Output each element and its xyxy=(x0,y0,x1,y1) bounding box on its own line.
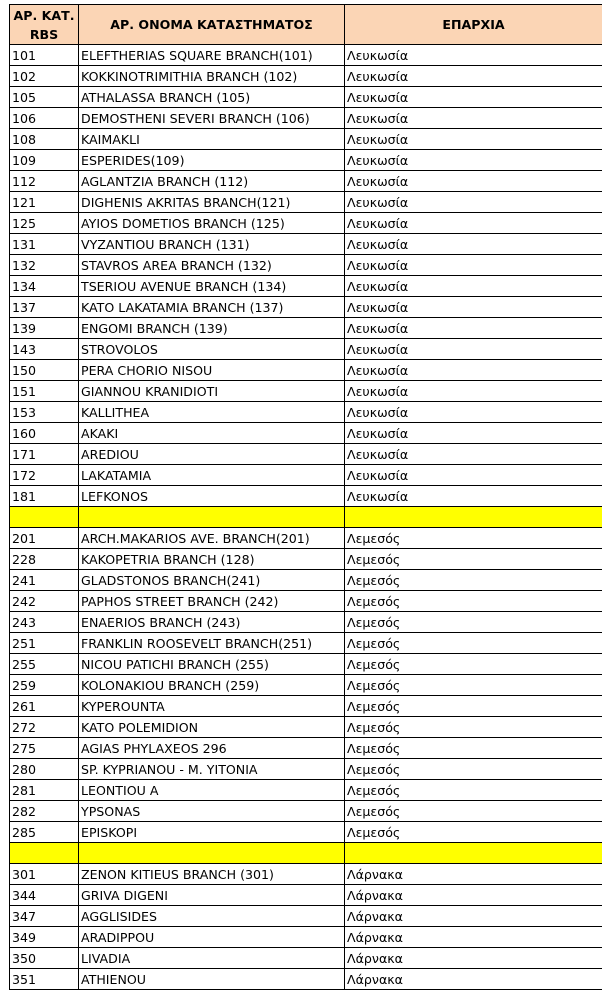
table-row xyxy=(10,864,602,885)
cell-district: Λευκωσία xyxy=(345,297,602,318)
cell-branch-name: VYZANTIOU BRANCH (131) xyxy=(79,234,345,255)
table-row xyxy=(10,549,602,570)
cell-district: Λεμεσός xyxy=(345,612,602,633)
cell-district: Λάρνακα xyxy=(345,906,602,927)
cell-code: 281 xyxy=(10,780,79,801)
cell-district: Λευκωσία xyxy=(345,402,602,423)
cell-code xyxy=(10,507,79,528)
cell-branch-name: ZENON KITIEUS BRANCH (301) xyxy=(79,864,345,885)
cell-branch-name: ARCH.MAKARIOS AVE. BRANCH(201) xyxy=(79,528,345,549)
table-row xyxy=(10,402,602,423)
table-row xyxy=(10,297,602,318)
separator-row xyxy=(10,843,602,864)
cell-code: 172 xyxy=(10,465,79,486)
cell-code: 351 xyxy=(10,969,79,990)
cell-code: 344 xyxy=(10,885,79,906)
cell-branch-name: ATHIENOU xyxy=(79,969,345,990)
cell-branch-name: AGLANTZIA BRANCH (112) xyxy=(79,171,345,192)
cell-code: 272 xyxy=(10,717,79,738)
cell-district: Λευκωσία xyxy=(345,444,602,465)
cell-branch-name: AYIOS DOMETIOS BRANCH (125) xyxy=(79,213,345,234)
cell-district: Λευκωσία xyxy=(345,360,602,381)
cell-district: Λεμεσός xyxy=(345,528,602,549)
cell-branch-name: ATHALASSA BRANCH (105) xyxy=(79,87,345,108)
table-row xyxy=(10,444,602,465)
cell-code: 282 xyxy=(10,801,79,822)
cell-branch-name: KAKOPETRIA BRANCH (128) xyxy=(79,549,345,570)
cell-code: 181 xyxy=(10,486,79,507)
cell-district: Λεμεσός xyxy=(345,696,602,717)
cell-code: 132 xyxy=(10,255,79,276)
table-row xyxy=(10,822,602,843)
cell-district: Λευκωσία xyxy=(345,465,602,486)
cell-branch-name: ELEFTHERIAS SQUARE BRANCH(101) xyxy=(79,45,345,66)
cell-code: 125 xyxy=(10,213,79,234)
table-row xyxy=(10,213,602,234)
cell-branch-name: AGGLISIDES xyxy=(79,906,345,927)
table-row xyxy=(10,339,602,360)
table-row xyxy=(10,654,602,675)
cell-code: 139 xyxy=(10,318,79,339)
cell-branch-name xyxy=(79,843,345,864)
table-row xyxy=(10,423,602,444)
cell-code: 150 xyxy=(10,360,79,381)
table-row xyxy=(10,234,602,255)
cell-district: Λεμεσός xyxy=(345,654,602,675)
table-row xyxy=(10,486,602,507)
cell-branch-name: GIANNOU KRANIDIOTI xyxy=(79,381,345,402)
cell-branch-name: NICOU PATICHI BRANCH (255) xyxy=(79,654,345,675)
cell-branch-name: ENGOMI BRANCH (139) xyxy=(79,318,345,339)
cell-district: Λευκωσία xyxy=(345,129,602,150)
table-row xyxy=(10,885,602,906)
cell-code: 137 xyxy=(10,297,79,318)
table-row xyxy=(10,108,602,129)
cell-code: 201 xyxy=(10,528,79,549)
table-row xyxy=(10,318,602,339)
cell-code: 243 xyxy=(10,612,79,633)
table-row xyxy=(10,276,602,297)
cell-district xyxy=(345,843,602,864)
cell-district: Λεμεσός xyxy=(345,633,602,654)
cell-code: 171 xyxy=(10,444,79,465)
cell-district: Λάρνακα xyxy=(345,885,602,906)
cell-code: 242 xyxy=(10,591,79,612)
table-row xyxy=(10,192,602,213)
cell-district: Λευκωσία xyxy=(345,192,602,213)
cell-branch-name: AREDIOU xyxy=(79,444,345,465)
cell-code: 102 xyxy=(10,66,79,87)
table-row xyxy=(10,66,602,87)
cell-code: 350 xyxy=(10,948,79,969)
cell-branch-name: ARADIPPOU xyxy=(79,927,345,948)
cell-code: 275 xyxy=(10,738,79,759)
cell-district: Λεμεσός xyxy=(345,717,602,738)
table-row xyxy=(10,738,602,759)
cell-branch-name: PERA CHORIO NISOU xyxy=(79,360,345,381)
header-district: ΕΠΑΡΧΙΑ xyxy=(345,5,602,45)
cell-branch-name: GRIVA DIGENI xyxy=(79,885,345,906)
cell-district: Λευκωσία xyxy=(345,108,602,129)
cell-code: 153 xyxy=(10,402,79,423)
cell-district xyxy=(345,507,602,528)
cell-branch-name: DEMOSTHENI SEVERI BRANCH (106) xyxy=(79,108,345,129)
cell-district: Λευκωσία xyxy=(345,276,602,297)
cell-district: Λεμεσός xyxy=(345,759,602,780)
cell-branch-name: KOKKINOTRIMITHIA BRANCH (102) xyxy=(79,66,345,87)
cell-district: Λεμεσός xyxy=(345,549,602,570)
table-row xyxy=(10,129,602,150)
cell-district: Λευκωσία xyxy=(345,171,602,192)
branch-table-body xyxy=(10,45,602,990)
cell-branch-name: KOLONAKIOU BRANCH (259) xyxy=(79,675,345,696)
table-row xyxy=(10,612,602,633)
cell-district: Λευκωσία xyxy=(345,423,602,444)
cell-district: Λεμεσός xyxy=(345,822,602,843)
cell-branch-name: PAPHOS STREET BRANCH (242) xyxy=(79,591,345,612)
cell-code: 255 xyxy=(10,654,79,675)
cell-branch-name: AGIAS PHYLAXEOS 296 xyxy=(79,738,345,759)
cell-district: Λευκωσία xyxy=(345,87,602,108)
cell-code: 143 xyxy=(10,339,79,360)
cell-branch-name: FRANKLIN ROOSEVELT BRANCH(251) xyxy=(79,633,345,654)
table-row xyxy=(10,717,602,738)
cell-branch-name: KATO LAKATAMIA BRANCH (137) xyxy=(79,297,345,318)
table-row xyxy=(10,696,602,717)
cell-branch-name: GLADSTONOS BRANCH(241) xyxy=(79,570,345,591)
table-row xyxy=(10,465,602,486)
cell-branch-name: KAIMAKLI xyxy=(79,129,345,150)
cell-branch-name: ENAERIOS BRANCH (243) xyxy=(79,612,345,633)
cell-branch-name: LAKATAMIA xyxy=(79,465,345,486)
cell-code: 101 xyxy=(10,45,79,66)
cell-district: Λευκωσία xyxy=(345,150,602,171)
table-row xyxy=(10,759,602,780)
header-branch-name: ΑΡ. ΟΝΟΜΑ ΚΑΤΑΣΤΗΜΑΤΟΣ xyxy=(79,5,345,45)
cell-code: 349 xyxy=(10,927,79,948)
table-row xyxy=(10,633,602,654)
cell-code: 241 xyxy=(10,570,79,591)
cell-district: Λάρνακα xyxy=(345,927,602,948)
cell-code: 261 xyxy=(10,696,79,717)
table-row xyxy=(10,171,602,192)
table-row xyxy=(10,87,602,108)
cell-code: 301 xyxy=(10,864,79,885)
cell-district: Λεμεσός xyxy=(345,801,602,822)
cell-branch-name: TSERIOU AVENUE BRANCH (134) xyxy=(79,276,345,297)
cell-district: Λεμεσός xyxy=(345,780,602,801)
cell-branch-name: STROVOLOS xyxy=(79,339,345,360)
table-row xyxy=(10,591,602,612)
cell-branch-name: ESPERIDES(109) xyxy=(79,150,345,171)
cell-code: 228 xyxy=(10,549,79,570)
cell-district: Λευκωσία xyxy=(345,318,602,339)
table-row xyxy=(10,780,602,801)
cell-code: 134 xyxy=(10,276,79,297)
cell-code: 160 xyxy=(10,423,79,444)
cell-district: Λεμεσός xyxy=(345,570,602,591)
table-row xyxy=(10,801,602,822)
cell-branch-name: LIVADIA xyxy=(79,948,345,969)
cell-code: 151 xyxy=(10,381,79,402)
cell-code: 280 xyxy=(10,759,79,780)
table-row xyxy=(10,675,602,696)
cell-branch-name xyxy=(79,507,345,528)
table-row xyxy=(10,360,602,381)
cell-branch-name: LEFKONOS xyxy=(79,486,345,507)
header-row xyxy=(10,5,602,45)
cell-code xyxy=(10,843,79,864)
cell-code: 285 xyxy=(10,822,79,843)
cell-district: Λευκωσία xyxy=(345,45,602,66)
branch-table-sheet xyxy=(9,4,602,990)
cell-code: 121 xyxy=(10,192,79,213)
separator-row xyxy=(10,507,602,528)
cell-district: Λευκωσία xyxy=(345,66,602,87)
cell-code: 131 xyxy=(10,234,79,255)
cell-code: 347 xyxy=(10,906,79,927)
cell-district: Λευκωσία xyxy=(345,213,602,234)
table-row xyxy=(10,255,602,276)
table-row xyxy=(10,969,602,990)
table-row xyxy=(10,927,602,948)
cell-branch-name: KALLITHEA xyxy=(79,402,345,423)
cell-branch-name: YPSONAS xyxy=(79,801,345,822)
cell-branch-name: KATO POLEMIDION xyxy=(79,717,345,738)
cell-district: Λευκωσία xyxy=(345,339,602,360)
table-row xyxy=(10,381,602,402)
table-row xyxy=(10,948,602,969)
cell-code: 251 xyxy=(10,633,79,654)
cell-branch-name: KYPEROUNTA xyxy=(79,696,345,717)
cell-district: Λευκωσία xyxy=(345,486,602,507)
table-row xyxy=(10,150,602,171)
cell-code: 106 xyxy=(10,108,79,129)
cell-branch-name: SP. KYPRIANOU - M. YITONIA xyxy=(79,759,345,780)
cell-district: Λευκωσία xyxy=(345,255,602,276)
table-row xyxy=(10,570,602,591)
cell-district: Λευκωσία xyxy=(345,381,602,402)
header-code: ΑΡ. ΚΑΤ. RBS xyxy=(10,5,79,45)
cell-branch-name: STAVROS AREA BRANCH (132) xyxy=(79,255,345,276)
branch-table xyxy=(9,4,602,990)
cell-code: 112 xyxy=(10,171,79,192)
cell-district: Λάρνακα xyxy=(345,864,602,885)
cell-branch-name: AKAKI xyxy=(79,423,345,444)
cell-code: 259 xyxy=(10,675,79,696)
cell-district: Λεμεσός xyxy=(345,675,602,696)
cell-branch-name: DIGHENIS AKRITAS BRANCH(121) xyxy=(79,192,345,213)
table-row xyxy=(10,528,602,549)
cell-code: 109 xyxy=(10,150,79,171)
cell-code: 105 xyxy=(10,87,79,108)
cell-district: Λάρνακα xyxy=(345,969,602,990)
cell-code: 108 xyxy=(10,129,79,150)
table-row xyxy=(10,45,602,66)
cell-branch-name: EPISKOPI xyxy=(79,822,345,843)
cell-branch-name: LEONTIOU A xyxy=(79,780,345,801)
cell-district: Λεμεσός xyxy=(345,738,602,759)
cell-district: Λευκωσία xyxy=(345,234,602,255)
table-row xyxy=(10,906,602,927)
cell-district: Λάρνακα xyxy=(345,948,602,969)
cell-district: Λεμεσός xyxy=(345,591,602,612)
